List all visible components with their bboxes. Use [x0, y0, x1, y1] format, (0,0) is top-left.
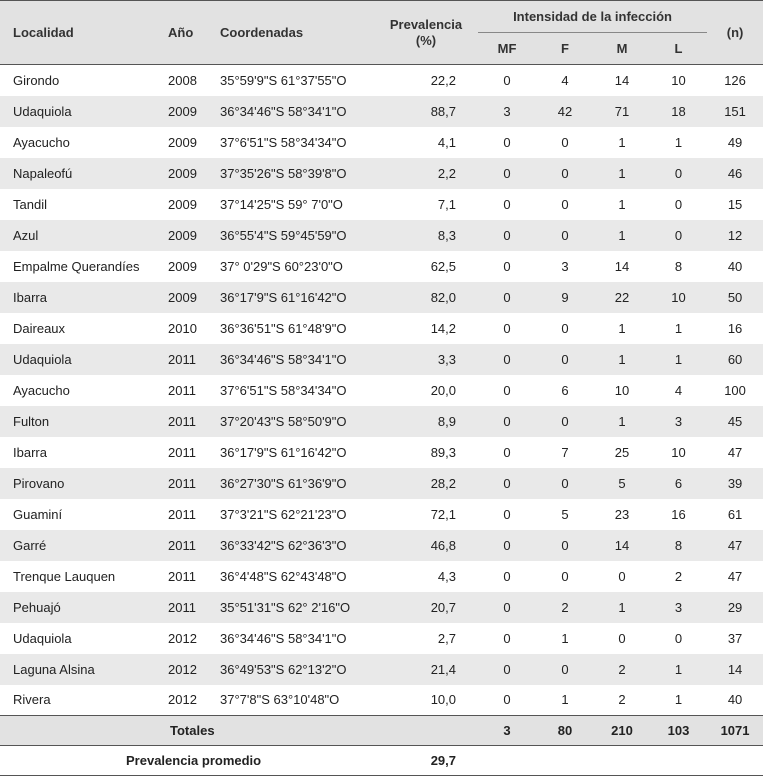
cell-n: 40 — [707, 251, 763, 282]
totals-f: 80 — [536, 716, 594, 746]
cell-m: 23 — [594, 499, 650, 530]
cell-anio: 2009 — [162, 189, 214, 220]
cell-localidad: Napaleofú — [0, 158, 162, 189]
cell-n: 40 — [707, 685, 763, 716]
cell-prevalencia: 21,4 — [374, 654, 478, 685]
cell-coordenadas: 37°3'21"S 62°21'23"O — [214, 499, 374, 530]
table-row — [0, 685, 763, 716]
cell-mf: 0 — [478, 499, 536, 530]
cell-l: 18 — [650, 96, 707, 127]
cell-n: 14 — [707, 654, 763, 685]
cell-localidad: Pirovano — [0, 468, 162, 499]
cell-prevalencia: 82,0 — [374, 282, 478, 313]
cell-localidad: Laguna Alsina — [0, 654, 162, 685]
table-row — [0, 189, 763, 220]
cell-coordenadas: 37°6'51"S 58°34'34"O — [214, 375, 374, 406]
cell-l: 8 — [650, 251, 707, 282]
promedio-row — [0, 746, 763, 776]
table-row — [0, 251, 763, 282]
header-mf: MF — [478, 33, 536, 65]
cell-mf: 0 — [478, 189, 536, 220]
cell-l: 16 — [650, 499, 707, 530]
cell-m: 25 — [594, 437, 650, 468]
cell-localidad: Girondo — [0, 65, 162, 96]
cell-n: 39 — [707, 468, 763, 499]
cell-f: 4 — [536, 65, 594, 96]
cell-localidad: Fulton — [0, 406, 162, 437]
cell-m: 0 — [594, 561, 650, 592]
cell-coordenadas: 36°49'53"S 62°13'2"O — [214, 654, 374, 685]
cell-mf: 0 — [478, 127, 536, 158]
table-row — [0, 220, 763, 251]
cell-m: 5 — [594, 468, 650, 499]
cell-anio: 2011 — [162, 592, 214, 623]
cell-l: 3 — [650, 406, 707, 437]
cell-anio: 2009 — [162, 282, 214, 313]
cell-coordenadas: 36°4'48"S 62°43'48"O — [214, 561, 374, 592]
cell-m: 1 — [594, 592, 650, 623]
totals-mf: 3 — [478, 716, 536, 746]
cell-m: 2 — [594, 685, 650, 716]
header-l: L — [650, 33, 707, 65]
cell-anio: 2011 — [162, 561, 214, 592]
table-row — [0, 406, 763, 437]
cell-l: 0 — [650, 158, 707, 189]
cell-prevalencia: 7,1 — [374, 189, 478, 220]
cell-n: 60 — [707, 344, 763, 375]
cell-anio: 2012 — [162, 654, 214, 685]
cell-prevalencia: 20,0 — [374, 375, 478, 406]
cell-f: 6 — [536, 375, 594, 406]
cell-prevalencia: 72,1 — [374, 499, 478, 530]
cell-prevalencia: 88,7 — [374, 96, 478, 127]
promedio-value: 29,7 — [374, 746, 478, 776]
cell-prevalencia: 62,5 — [374, 251, 478, 282]
table-row — [0, 158, 763, 189]
cell-localidad: Trenque Lauquen — [0, 561, 162, 592]
cell-prevalencia: 22,2 — [374, 65, 478, 96]
table-row — [0, 313, 763, 344]
header-localidad: Localidad — [0, 1, 162, 65]
cell-n: 47 — [707, 437, 763, 468]
cell-f: 5 — [536, 499, 594, 530]
cell-anio: 2009 — [162, 96, 214, 127]
cell-localidad: Daireaux — [0, 313, 162, 344]
cell-prevalencia: 2,2 — [374, 158, 478, 189]
table-row — [0, 530, 763, 561]
cell-coordenadas: 35°59'9"S 61°37'55"O — [214, 65, 374, 96]
cell-mf: 0 — [478, 220, 536, 251]
cell-coordenadas: 37°14'25"S 59° 7'0"O — [214, 189, 374, 220]
cell-n: 15 — [707, 189, 763, 220]
cell-mf: 0 — [478, 65, 536, 96]
cell-localidad: Ayacucho — [0, 375, 162, 406]
cell-f: 0 — [536, 468, 594, 499]
cell-prevalencia: 3,3 — [374, 344, 478, 375]
cell-coordenadas: 36°33'42"S 62°36'3"O — [214, 530, 374, 561]
cell-mf: 0 — [478, 654, 536, 685]
cell-l: 2 — [650, 561, 707, 592]
cell-mf: 0 — [478, 561, 536, 592]
cell-mf: 0 — [478, 623, 536, 654]
cell-m: 1 — [594, 344, 650, 375]
cell-f: 0 — [536, 313, 594, 344]
totals-l: 103 — [650, 716, 707, 746]
cell-l: 1 — [650, 654, 707, 685]
cell-prevalencia: 4,1 — [374, 127, 478, 158]
cell-n: 16 — [707, 313, 763, 344]
cell-prevalencia: 20,7 — [374, 592, 478, 623]
table-row — [0, 127, 763, 158]
header-coordenadas: Coordenadas — [214, 1, 374, 65]
cell-coordenadas: 36°27'30"S 61°36'9"O — [214, 468, 374, 499]
cell-mf: 0 — [478, 313, 536, 344]
cell-l: 1 — [650, 127, 707, 158]
cell-m: 1 — [594, 189, 650, 220]
header-prevalencia-label: Prevalencia — [389, 16, 463, 32]
header-anio: Año — [162, 1, 214, 65]
cell-prevalencia: 8,9 — [374, 406, 478, 437]
header-f: F — [536, 33, 594, 65]
totals-n: 1071 — [707, 716, 763, 746]
cell-l: 1 — [650, 344, 707, 375]
cell-f: 0 — [536, 158, 594, 189]
cell-f: 2 — [536, 592, 594, 623]
cell-anio: 2012 — [162, 623, 214, 654]
header-intensidad: Intensidad de la infección — [478, 1, 707, 33]
cell-l: 0 — [650, 623, 707, 654]
cell-localidad: Ayacucho — [0, 127, 162, 158]
cell-mf: 0 — [478, 251, 536, 282]
cell-l: 0 — [650, 189, 707, 220]
cell-mf: 0 — [478, 375, 536, 406]
table-row — [0, 499, 763, 530]
cell-n: 46 — [707, 158, 763, 189]
cell-coordenadas: 37°35'26"S 58°39'8"O — [214, 158, 374, 189]
cell-localidad: Udaquiola — [0, 344, 162, 375]
cell-f: 0 — [536, 561, 594, 592]
cell-prevalencia: 8,3 — [374, 220, 478, 251]
cell-n: 151 — [707, 96, 763, 127]
cell-coordenadas: 36°17'9"S 61°16'42"O — [214, 282, 374, 313]
cell-coordenadas: 35°51'31"S 62° 2'16"O — [214, 592, 374, 623]
cell-prevalencia: 89,3 — [374, 437, 478, 468]
cell-l: 10 — [650, 65, 707, 96]
cell-l: 3 — [650, 592, 707, 623]
cell-l: 8 — [650, 530, 707, 561]
cell-coordenadas: 36°34'46"S 58°34'1"O — [214, 96, 374, 127]
cell-mf: 0 — [478, 406, 536, 437]
cell-f: 3 — [536, 251, 594, 282]
cell-localidad: Tandil — [0, 189, 162, 220]
cell-l: 10 — [650, 437, 707, 468]
cell-m: 1 — [594, 313, 650, 344]
cell-mf: 0 — [478, 437, 536, 468]
cell-f: 0 — [536, 530, 594, 561]
table-row — [0, 468, 763, 499]
table-row — [0, 592, 763, 623]
cell-coordenadas: 36°36'51"S 61°48'9"O — [214, 313, 374, 344]
cell-n: 37 — [707, 623, 763, 654]
cell-mf: 0 — [478, 282, 536, 313]
cell-anio: 2009 — [162, 220, 214, 251]
cell-mf: 0 — [478, 468, 536, 499]
header-m: M — [594, 33, 650, 65]
table-row — [0, 561, 763, 592]
cell-anio: 2011 — [162, 530, 214, 561]
cell-localidad: Ibarra — [0, 282, 162, 313]
cell-prevalencia: 28,2 — [374, 468, 478, 499]
cell-localidad: Azul — [0, 220, 162, 251]
cell-anio: 2011 — [162, 375, 214, 406]
cell-m: 71 — [594, 96, 650, 127]
cell-localidad: Guaminí — [0, 499, 162, 530]
cell-m: 14 — [594, 65, 650, 96]
table-row — [0, 623, 763, 654]
cell-anio: 2012 — [162, 685, 214, 716]
cell-f: 0 — [536, 127, 594, 158]
cell-m: 22 — [594, 282, 650, 313]
cell-n: 50 — [707, 282, 763, 313]
cell-n: 47 — [707, 561, 763, 592]
totals-row — [0, 716, 763, 746]
table-row — [0, 437, 763, 468]
cell-coordenadas: 36°34'46"S 58°34'1"O — [214, 344, 374, 375]
cell-prevalencia: 46,8 — [374, 530, 478, 561]
cell-anio: 2011 — [162, 499, 214, 530]
cell-n: 29 — [707, 592, 763, 623]
cell-n: 47 — [707, 530, 763, 561]
cell-l: 0 — [650, 220, 707, 251]
cell-coordenadas: 37°7'8"S 63°10'48"O — [214, 685, 374, 716]
cell-coordenadas: 37°6'51"S 58°34'34"O — [214, 127, 374, 158]
cell-l: 1 — [650, 313, 707, 344]
cell-mf: 0 — [478, 685, 536, 716]
cell-f: 0 — [536, 189, 594, 220]
cell-mf: 0 — [478, 344, 536, 375]
cell-localidad: Udaquiola — [0, 96, 162, 127]
table-row — [0, 375, 763, 406]
cell-coordenadas: 36°34'46"S 58°34'1"O — [214, 623, 374, 654]
cell-anio: 2011 — [162, 406, 214, 437]
cell-n: 100 — [707, 375, 763, 406]
cell-coordenadas: 36°55'4"S 59°45'59"O — [214, 220, 374, 251]
cell-anio: 2010 — [162, 313, 214, 344]
cell-l: 1 — [650, 685, 707, 716]
cell-localidad: Empalme Querandíes — [0, 251, 162, 282]
cell-l: 6 — [650, 468, 707, 499]
cell-mf: 0 — [478, 158, 536, 189]
cell-f: 0 — [536, 406, 594, 437]
cell-m: 1 — [594, 406, 650, 437]
header-prevalencia-unit: (%) — [415, 32, 437, 48]
cell-n: 49 — [707, 127, 763, 158]
cell-localidad: Pehuajó — [0, 592, 162, 623]
cell-n: 61 — [707, 499, 763, 530]
table-row — [0, 96, 763, 127]
cell-m: 14 — [594, 251, 650, 282]
table-row — [0, 65, 763, 96]
cell-anio: 2009 — [162, 158, 214, 189]
cell-f: 1 — [536, 685, 594, 716]
cell-localidad: Udaquiola — [0, 623, 162, 654]
cell-anio: 2008 — [162, 65, 214, 96]
cell-f: 0 — [536, 344, 594, 375]
totals-label: Totales — [0, 716, 374, 746]
cell-coordenadas: 37° 0'29"S 60°23'0"O — [214, 251, 374, 282]
cell-f: 7 — [536, 437, 594, 468]
cell-f: 9 — [536, 282, 594, 313]
cell-anio: 2011 — [162, 468, 214, 499]
table-row — [0, 282, 763, 313]
cell-m: 2 — [594, 654, 650, 685]
cell-n: 12 — [707, 220, 763, 251]
promedio-label: Prevalencia promedio — [0, 746, 374, 776]
cell-mf: 3 — [478, 96, 536, 127]
cell-n: 126 — [707, 65, 763, 96]
cell-prevalencia: 2,7 — [374, 623, 478, 654]
cell-m: 10 — [594, 375, 650, 406]
cell-coordenadas: 36°17'9"S 61°16'42"O — [214, 437, 374, 468]
cell-n: 45 — [707, 406, 763, 437]
cell-localidad: Ibarra — [0, 437, 162, 468]
cell-coordenadas: 37°20'43"S 58°50'9"O — [214, 406, 374, 437]
cell-m: 14 — [594, 530, 650, 561]
table-row — [0, 654, 763, 685]
header-n: (n) — [707, 1, 763, 65]
cell-prevalencia: 14,2 — [374, 313, 478, 344]
cell-anio: 2011 — [162, 344, 214, 375]
cell-f: 0 — [536, 654, 594, 685]
cell-m: 1 — [594, 127, 650, 158]
cell-mf: 0 — [478, 592, 536, 623]
cell-mf: 0 — [478, 530, 536, 561]
cell-anio: 2011 — [162, 437, 214, 468]
header-prevalencia — [374, 1, 478, 65]
cell-prevalencia: 10,0 — [374, 685, 478, 716]
cell-f: 0 — [536, 220, 594, 251]
cell-m: 0 — [594, 623, 650, 654]
cell-m: 1 — [594, 220, 650, 251]
cell-m: 1 — [594, 158, 650, 189]
cell-l: 4 — [650, 375, 707, 406]
cell-f: 42 — [536, 96, 594, 127]
table-row — [0, 344, 763, 375]
cell-anio: 2009 — [162, 127, 214, 158]
totals-m: 210 — [594, 716, 650, 746]
cell-f: 1 — [536, 623, 594, 654]
cell-localidad: Garré — [0, 530, 162, 561]
cell-localidad: Rivera — [0, 685, 162, 716]
cell-l: 10 — [650, 282, 707, 313]
cell-prevalencia: 4,3 — [374, 561, 478, 592]
cell-anio: 2009 — [162, 251, 214, 282]
